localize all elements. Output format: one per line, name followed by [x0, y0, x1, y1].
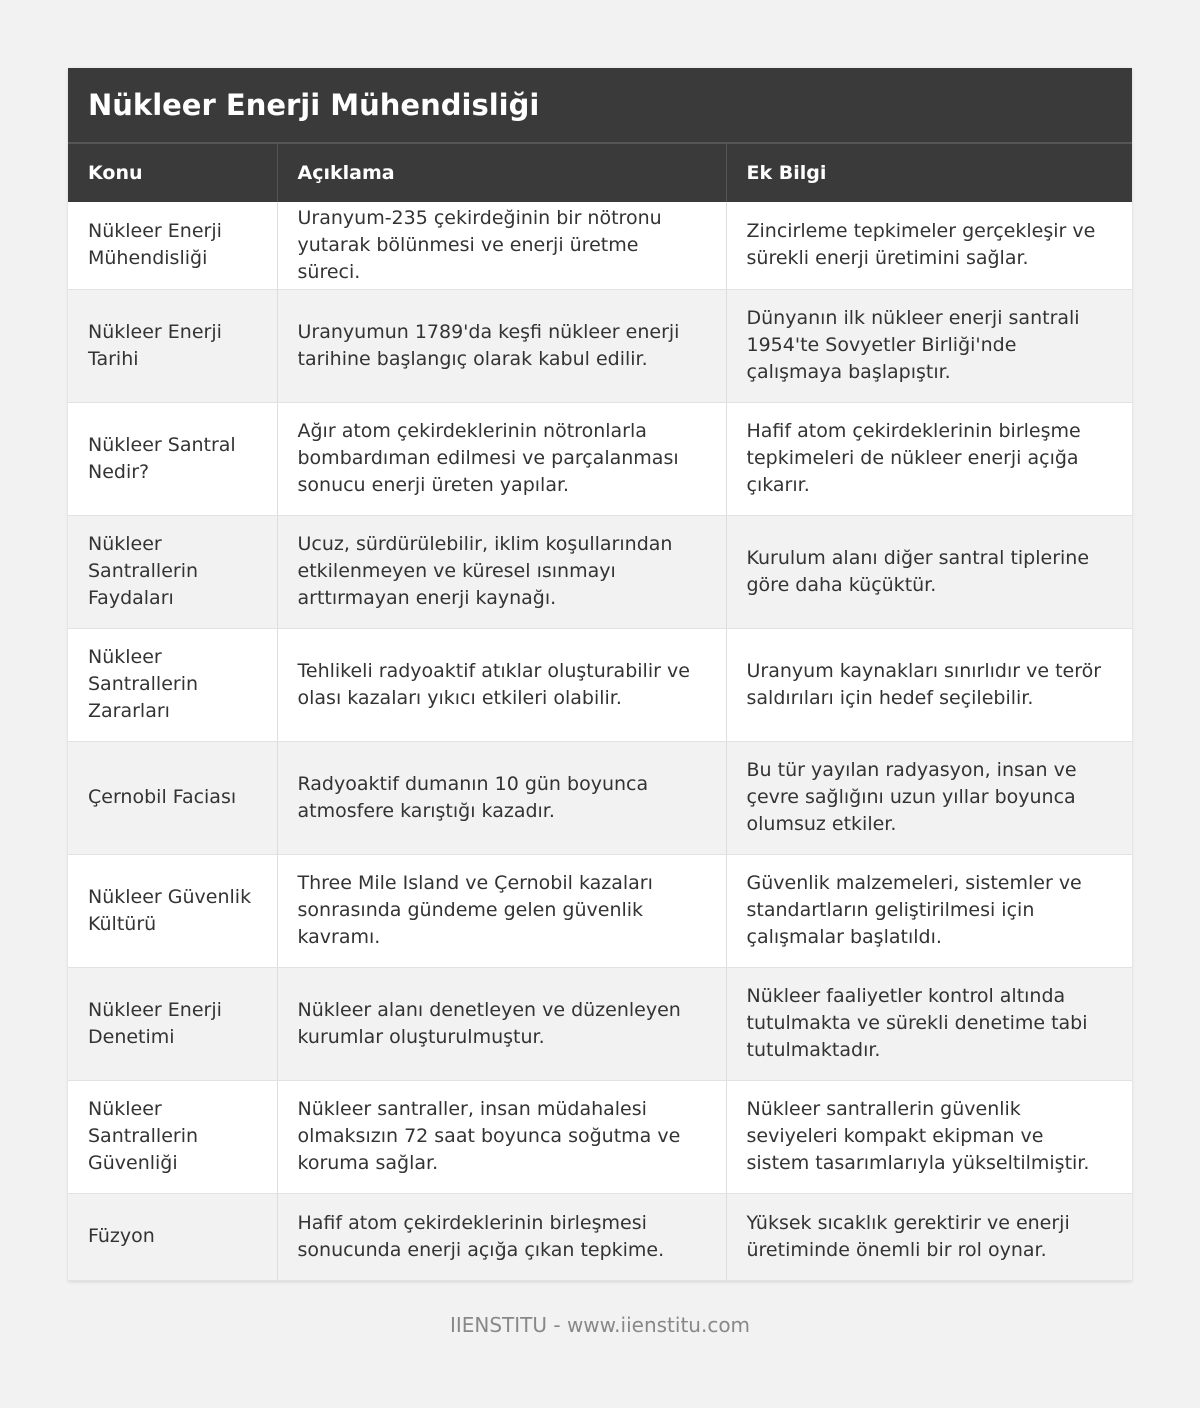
title-bar: [68, 68, 1132, 144]
cell-konu: Nükleer Enerji Tarihi: [68, 289, 277, 402]
cell-ek-bilgi: Dünyanın ilk nükleer enerji santrali 1954'te Sovyetler Birliği'nde çalışmaya başlapıştır.: [726, 289, 1132, 402]
header-row: [68, 144, 1132, 202]
table-row: [68, 515, 1132, 628]
table-row: [68, 967, 1132, 1080]
cell-aciklama: Hafif atom çekirdeklerinin birleşmesi sonucunda enerji açığa çıkan tepkime.: [277, 1193, 726, 1280]
table-row: [68, 402, 1132, 515]
page-title: Nükleer Enerji Mühendisliği: [88, 88, 540, 122]
cell-aciklama: Uranyum-235 çekirdeğinin bir nötronu yutarak bölünmesi ve enerji üretme süreci.: [277, 202, 726, 289]
cell-ek-bilgi: Nükleer faaliyetler kontrol altında tutulmakta ve sürekli denetime tabi tutulmaktadır.: [726, 967, 1132, 1080]
table-row: [68, 1193, 1132, 1280]
table-row: [68, 289, 1132, 402]
cell-aciklama: Nükleer alanı denetleyen ve düzenleyen kurumlar oluşturulmuştur.: [277, 967, 726, 1080]
cell-ek-bilgi: Yüksek sıcaklık gerektirir ve enerji üretiminde önemli bir rol oynar.: [726, 1193, 1132, 1280]
cell-ek-bilgi: Zincirleme tepkimeler gerçekleşir ve sürekli enerji üretimini sağlar.: [726, 202, 1132, 289]
cell-konu: Çernobil Faciası: [68, 741, 277, 854]
footer-credit: IIENSTITU - www.iienstitu.com: [449, 1313, 751, 1337]
data-table: [68, 144, 1132, 1281]
table-row: [68, 628, 1132, 741]
table-row: [68, 741, 1132, 854]
column-header-aciklama: Açıklama: [277, 144, 726, 202]
column-header-konu: Konu: [68, 144, 277, 202]
cell-konu: Füzyon: [68, 1193, 277, 1280]
cell-ek-bilgi: Kurulum alanı diğer santral tiplerine göre daha küçüktür.: [726, 515, 1132, 628]
cell-konu: Nükleer Güvenlik Kültürü: [68, 854, 277, 967]
table-row: [68, 202, 1132, 289]
table-card: [68, 68, 1132, 1281]
table-header: [68, 144, 1132, 202]
cell-aciklama: Tehlikeli radyoaktif atıklar oluşturabilir ve olası kazaları yıkıcı etkileri olabilir.: [277, 628, 726, 741]
cell-aciklama: Radyoaktif dumanın 10 gün boyunca atmosfere karıştığı kazadır.: [277, 741, 726, 854]
cell-konu: Nükleer Enerji Mühendisliği: [68, 202, 277, 289]
cell-aciklama: Ağır atom çekirdeklerinin nötronlarla bombardıman edilmesi ve parçalanması sonucu enerji üreten yapılar.: [277, 402, 726, 515]
cell-konu: Nükleer Santrallerin Faydaları: [68, 515, 277, 628]
cell-konu: Nükleer Enerji Denetimi: [68, 967, 277, 1080]
column-header-ek-bilgi: Ek Bilgi: [726, 144, 1132, 202]
cell-ek-bilgi: Bu tür yayılan radyasyon, insan ve çevre sağlığını uzun yıllar boyunca olumsuz etkiler.: [726, 741, 1132, 854]
cell-ek-bilgi: Hafif atom çekirdeklerinin birleşme tepkimeleri de nükleer enerji açığa çıkarır.: [726, 402, 1132, 515]
cell-aciklama: Nükleer santraller, insan müdahalesi olmaksızın 72 saat boyunca soğutma ve koruma sağlar.: [277, 1080, 726, 1193]
table-row: [68, 854, 1132, 967]
cell-konu: Nükleer Santrallerin Güvenliği: [68, 1080, 277, 1193]
cell-aciklama: Uranyumun 1789'da keşfi nükleer enerji tarihine başlangıç olarak kabul edilir.: [277, 289, 726, 402]
cell-ek-bilgi: Nükleer santrallerin güvenlik seviyeleri kompakt ekipman ve sistem tasarımlarıyla yükseltilmiştir.: [726, 1080, 1132, 1193]
table-body: [68, 202, 1132, 1280]
table-row: [68, 1080, 1132, 1193]
cell-ek-bilgi: Uranyum kaynakları sınırlıdır ve terör saldırıları için hedef seçilebilir.: [726, 628, 1132, 741]
cell-aciklama: Ucuz, sürdürülebilir, iklim koşullarından etkilenmeyen ve küresel ısınmayı arttırmayan enerji kaynağı.: [277, 515, 726, 628]
cell-ek-bilgi: Güvenlik malzemeleri, sistemler ve standartların geliştirilmesi için çalışmalar başlatıldı.: [726, 854, 1132, 967]
cell-konu: Nükleer Santral Nedir?: [68, 402, 277, 515]
cell-aciklama: Three Mile Island ve Çernobil kazaları sonrasında gündeme gelen güvenlik kavramı.: [277, 854, 726, 967]
cell-konu: Nükleer Santrallerin Zararları: [68, 628, 277, 741]
